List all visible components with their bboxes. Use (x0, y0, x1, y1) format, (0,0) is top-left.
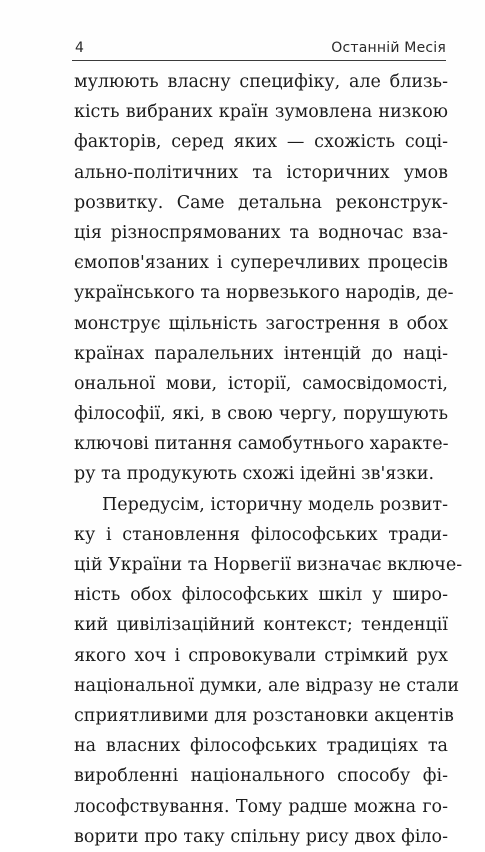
text-line: лософствування. Тому радше можна го- (74, 796, 448, 817)
page-number: 4 (75, 40, 84, 56)
text-line: ність обох філософських шкіл у широ- (74, 585, 448, 606)
text-line: українського та норвезького народів, де- (74, 283, 454, 304)
text-line: філософії, які, в свою чергу, порушують (74, 404, 448, 425)
text-line: кість вибраних країн зумовлена низкою (74, 102, 448, 123)
text-line: Передусім, історичну модель розвит- (102, 494, 448, 515)
text-line: ку і становлення філософських тради- (74, 524, 448, 545)
text-line: кий цивілізаційний контекст; тенденції (74, 615, 448, 636)
text-line: виробленні національного способу фі- (74, 766, 448, 787)
running-header (72, 38, 446, 61)
text-line: монструє щільність загострення в обох (74, 313, 448, 334)
paragraph (74, 67, 454, 490)
text-line: цій України та Норвегії визначає включе- (74, 555, 463, 575)
text-line: якого хоч і спровокували стрімкий рух (74, 645, 448, 666)
text-line: національної думки, але відразу не стали (74, 675, 460, 696)
text-line: факторів, серед яких — схожість соці- (74, 132, 448, 153)
text-line: ональної мови, історії, самосвідомості, (74, 373, 448, 394)
text-line: ворити про таку спільну рису двох філо- (74, 826, 448, 847)
text-line: країнах паралельних інтенцій до наці- (74, 343, 448, 364)
paragraph (74, 490, 463, 852)
text-line: ція різноспрямованих та водночас вза- (74, 222, 448, 243)
text-line: сприятливими для розстановки акцентів (74, 705, 454, 726)
text-line: розвитку. Саме детальна реконструк- (74, 192, 448, 213)
text-line: ру та продукують схожі ідейні зв'язки. (74, 464, 435, 485)
body-text (74, 67, 463, 852)
text-line: ємопов'язаних і суперечливих процесів (74, 253, 448, 274)
text-line: мулюють власну специфіку, але близь- (74, 72, 448, 92)
text-line: ключові питання самобутнього характе- (74, 434, 449, 455)
book-title: Останній Месія (331, 40, 446, 56)
text-line: на власних філософських традиціях та (74, 736, 448, 757)
text-line: ально-політичних та історичних умов (74, 162, 448, 183)
